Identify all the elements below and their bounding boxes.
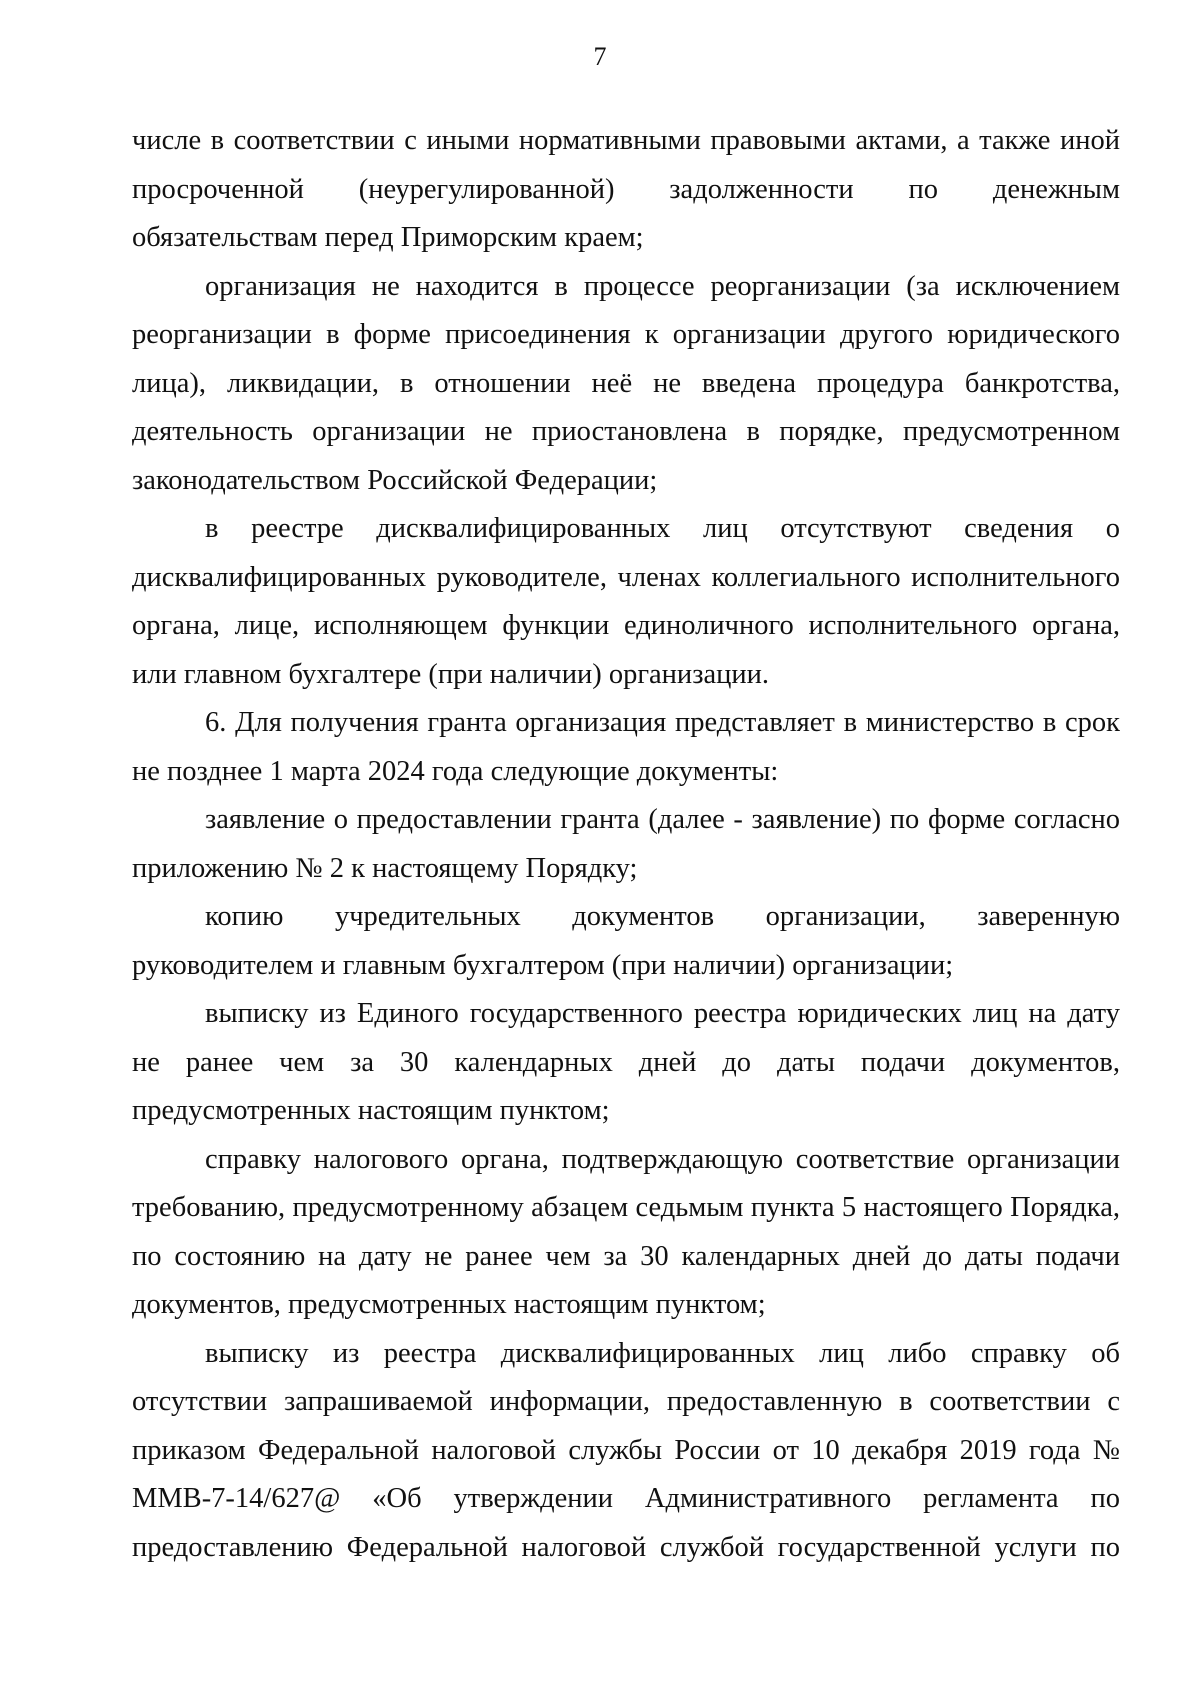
paragraph-item-6: 6. Для получения гранта организация представляет в министерство в срок не позднее 1 марта 2024 года следующие документы: xyxy=(132,707,1120,787)
paragraph-tax-certificate: справку налогового органа, подтверждающую соответствие организации требованию, предусмотренному абзацем седьмым пункта 5 настоящего Порядка, по состоянию на дату не ранее чем за 30 календарных дней до даты подачи документов, предусмотренных настоящим пунктом; xyxy=(132,1143,1120,1320)
document-body xyxy=(132,117,1120,1572)
paragraph-disqualified-registry: в реестре дисквалифицированных лиц отсутствуют сведения о дисквалифицированных руководителе, членах коллегиального исполнительного органа, лице, исполняющем функции единоличного исполнительного органа, или главном бухгалтере (при наличии) организации. xyxy=(132,513,1120,690)
paragraph-application: заявление о предоставлении гранта (далее - заявление) по форме согласно приложению № 2 к настоящему Порядку; xyxy=(132,804,1120,884)
paragraph-registry-extract: выписку из реестра дисквалифицированных лиц либо справку об отсутствии запрашиваемой информации, предоставленную в соответствии с приказом Федеральной налоговой службы России от 10 декабря 2019 года № ММВ-7-14/627@ «Об утверждении Административного регламента по предоставлению Федеральной налоговой службой государственной услуги по xyxy=(132,1337,1120,1563)
paragraph-continuation: числе в соответствии с иными нормативными правовыми актами, а также иной просроченной (неурегулированной) задолженности по денежным обязательствам перед Приморским краем; xyxy=(132,125,1120,253)
paragraph-reorganization: организация не находится в процессе реорганизации (за исключением реорганизации в форме присоединения к организации другого юридического лица), ликвидации, в отношении неё не введена процедура банкротства, деятельность организации не приостановлена в порядке, предусмотренном законодательством Российской Федерации; xyxy=(132,270,1120,496)
paragraph-founding-documents: копию учредительных документов организации, заверенную руководителем и главным бухгалтером (при наличии) организации; xyxy=(132,901,1120,981)
paragraph-egrul-extract: выписку из Единого государственного реестра юридических лиц на дату не ранее чем за 30 календарных дней до даты подачи документов, предусмотренных настоящим пунктом; xyxy=(132,998,1120,1126)
page-number: 7 xyxy=(593,42,607,71)
